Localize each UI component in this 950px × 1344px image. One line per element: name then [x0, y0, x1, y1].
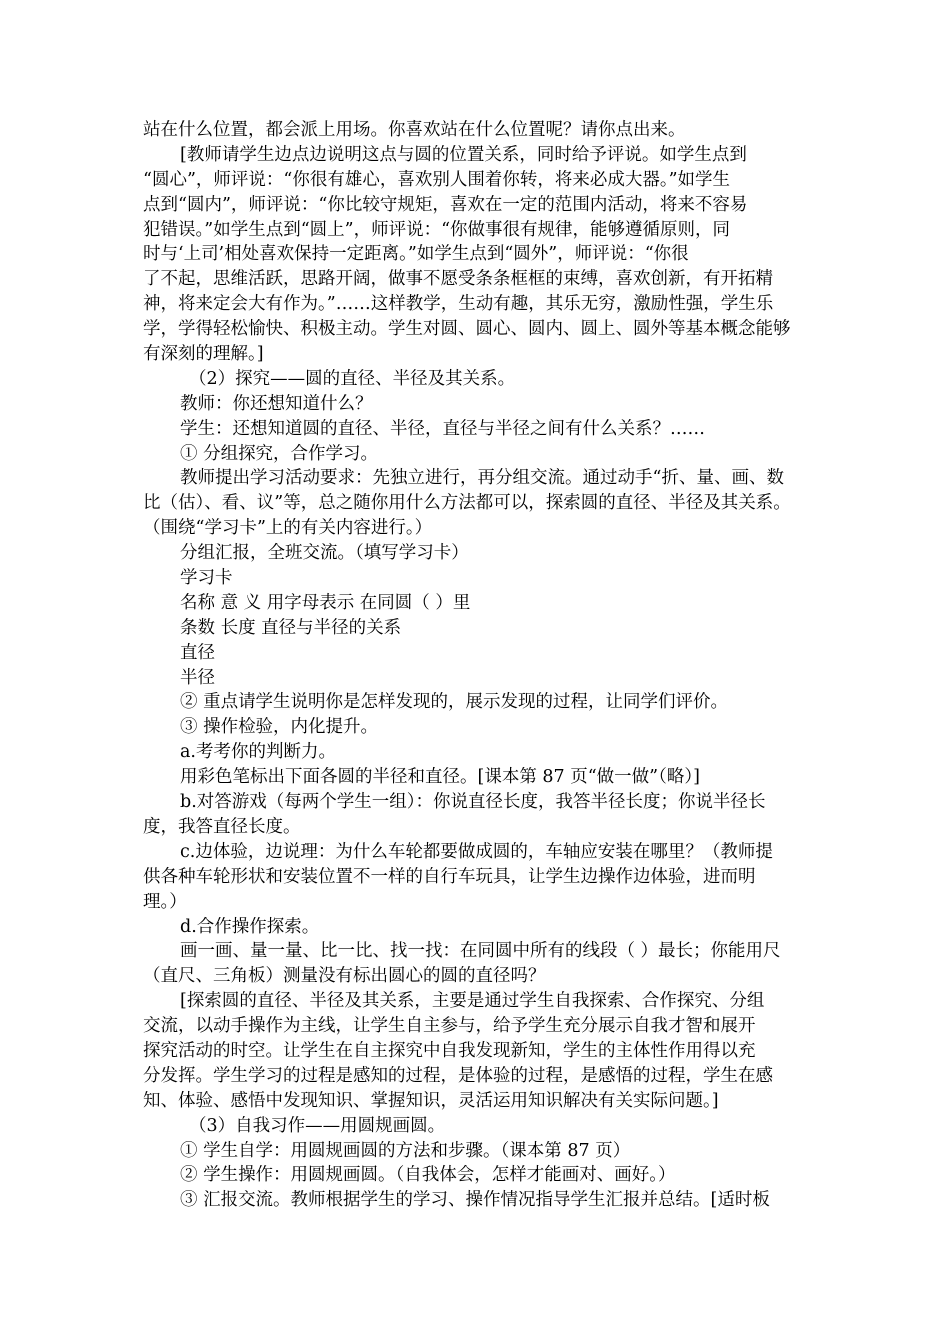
- text-line: 学，学得轻松愉快、积极主动。学生对圆、圆心、圆内、圆上、圆外等基本概念能够: [143, 319, 791, 340]
- text-line: 探究活动的时空。让学生在自主探究中自我发现新知，学生的主体性作用得以充: [143, 1040, 756, 1061]
- text-line: 分组汇报，全班交流。（填写学习卡）: [180, 543, 469, 564]
- text-line: a.考考你的判断力。: [180, 742, 336, 763]
- text-line: d.合作操作探索。: [180, 916, 320, 937]
- text-line: 站在什么位置，都会派上用场。你喜欢站在什么位置呢？请你点出来。: [143, 120, 686, 140]
- text-line: 了不起，思维活跃，思路开阔，做事不愿受条条框框的束缚，喜欢创新，有开拓精: [143, 269, 773, 290]
- text-line: 用彩色笔标出下面各圆的半径和直径。[课本第 87 页“做一做”（略）]: [180, 767, 700, 788]
- text-line: 供各种车轮形状和安装位置不一样的自行车玩具，让学生边操作边体验，进而明: [143, 866, 756, 887]
- text-line: [探索圆的直径、半径及其关系，主要是通过学生自我探索、合作探究、分组: [180, 991, 765, 1012]
- text-line: 犯错误。”如学生点到“圆上”，师评说：“你做事很有规律，能够遵循原则，同: [143, 219, 731, 240]
- text-line: 神，将来定会大有作为。”……这样教学，生动有趣，其乐无穷，激励性强，学生乐: [143, 294, 774, 315]
- text-line: 学习卡: [180, 568, 233, 589]
- text-line: ② 学生操作：用圆规画圆。（自我体会，怎样才能画对、画好。）: [180, 1165, 676, 1186]
- text-line: b.对答游戏（每两个学生一组）：你说直径长度，我答半径长度；你说半径长: [180, 792, 766, 813]
- text-line: 交流，以动手操作为主线，让学生自主参与，给予学生充分展示自我才智和展开: [143, 1016, 756, 1037]
- text-line: 知、体验、感悟中发现知识、掌握知识，灵活运用知识解决有关实际问题。]: [143, 1090, 719, 1111]
- text-line: 画一画、量一量、比一比、找一找：在同圆中所有的线段（ ）最长；你能用尺: [180, 941, 781, 962]
- text-line: （围绕“学习卡”上的有关内容进行。）: [143, 518, 433, 539]
- text-line: 点到“圆内”，师评说：“你比较守规矩，喜欢在一定的范围内活动，将来不容易: [143, 194, 748, 215]
- text-line: ① 学生自学：用圆规画圆的方法和步骤。（课本第 87 页）: [180, 1140, 631, 1161]
- text-line: （直尺、三角板）测量没有标出圆心的圆的直径吗？: [143, 966, 546, 987]
- text-line: 名称 意 义 用字母表示 在同圆（ ）里: [180, 592, 471, 613]
- text-line: 理。）: [143, 891, 187, 912]
- text-line: c.边体验，边说理：为什么车轮都要做成圆的，车轴应安装在哪里？（教师提: [180, 841, 773, 862]
- text-line: 分发挥。学生学习的过程是感知的过程，是体验的过程，是感悟的过程，学生在感: [143, 1065, 773, 1086]
- text-line: 度，我答直径长度。: [143, 816, 301, 837]
- text-line: （2）探究——圆的直径、半径及其关系。: [189, 368, 516, 389]
- text-line: 教师：你还想知道什么？: [180, 393, 373, 414]
- text-line: “圆心”，师评说：“你很有雄心，喜欢别人围着你转，将来必成大器。”如学生: [143, 169, 731, 190]
- text-line: ③ 汇报交流。教师根据学生的学习、操作情况指导学生汇报并总结。[适时板: [180, 1190, 770, 1211]
- text-line: 时与‘上司’相处喜欢保持一定距离。”如学生点到“圆外”，师评说：“你很: [143, 244, 689, 265]
- text-line: 条数 长度 直径与半径的关系: [180, 617, 402, 638]
- text-line: 直径: [180, 642, 215, 663]
- document-page: [143, 118, 811, 1213]
- text-line: 有深刻的理解。]: [143, 344, 264, 365]
- text-line: ② 重点请学生说明你是怎样发现的，展示发现的过程，让同学们评价。: [180, 692, 729, 713]
- text-line: 比（估）、看、议”等，总之随你用什么方法都可以，探索圆的直径、半径及其关系。: [143, 493, 791, 514]
- text-line: [教师请学生边点边说明这点与圆的位置关系，同时给予评说。如学生点到: [180, 144, 747, 165]
- text-line: 教师提出学习活动要求：先独立进行，再分组交流。通过动手“折、量、画、数: [180, 468, 784, 489]
- text-line: ③ 操作检验，内化提升。: [180, 717, 379, 738]
- text-line: 学生：还想知道圆的直径、半径，直径与半径之间有什么关系？……: [180, 418, 705, 439]
- text-line: （3）自我习作——用圆规画圆。: [189, 1115, 446, 1136]
- text-line: 半径: [180, 667, 215, 688]
- text-line: ① 分组探究，合作学习。: [180, 443, 379, 464]
